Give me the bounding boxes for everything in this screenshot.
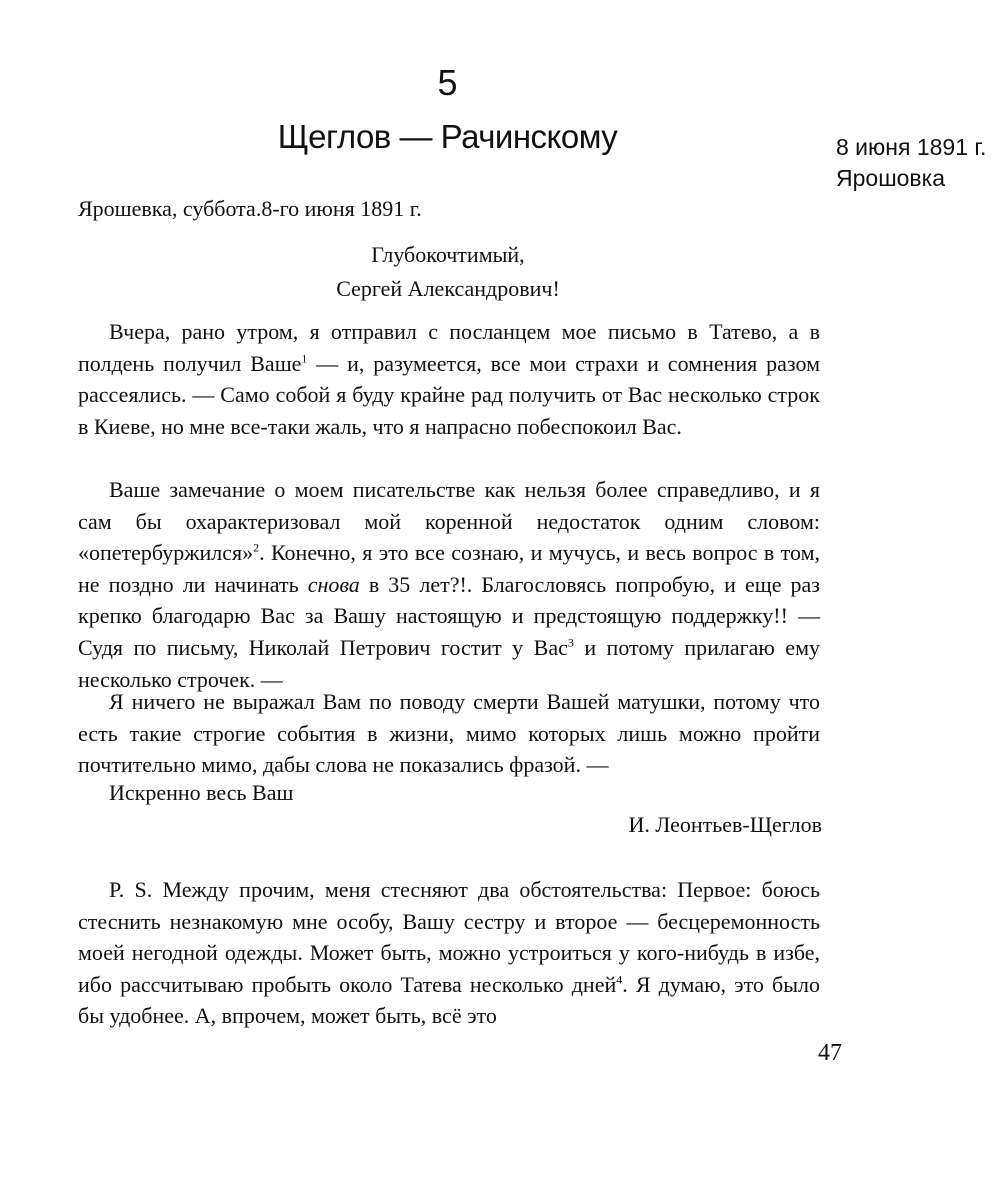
paragraph-3: Я ничего не выражал Вам по поводу смерти Вашей матушки, потому что есть такие строгие события в жизни, мимо которых лишь можно пройти почтительно мимо, дабы слова не показались фразой. — bbox=[78, 689, 820, 778]
paragraph-2: Ваше замечание о моем писательстве как нельзя более справедливо, и я сам бы охарактеризовал мой коренной недостаток одним словом: «опетербуржился»$^2$. Конечно, я это все сознаю, и мучусь, и весь вопрос в том, не поздно ли начинать снова в 35 лет?!. Благословясь попробую, и еще раз крепко благодарю Вас за Вашу настоящую и предстоящую поддержку!! — Судя по письму, Николай Петрович гостит у Вас$^3$ и потому прилагаю ему несколько строчек. — bbox=[78, 477, 820, 692]
closing: Искренно весь Ваш bbox=[109, 780, 294, 805]
footnote-ref-2: 2 bbox=[253, 540, 260, 555]
chapter-number: 5 bbox=[437, 62, 458, 103]
letter-place-date: Ярошевка, суббота.8-го июня 1891 г. bbox=[78, 196, 422, 221]
salutation-line-1: Глубокочтимый, bbox=[371, 242, 525, 267]
footnote-ref-4: 4 bbox=[616, 972, 623, 987]
footnote-ref-1: 1 bbox=[301, 351, 308, 366]
side-note bbox=[836, 132, 986, 194]
paragraph-1: Вчера, рано утром, я отправил с посланцем мое письмо в Татево, а в полдень получил Ваше$^1$ — и, разумеется, все мои страхи и сомнения разом рассеялись. — Само собой я буду крайне рад получить от Вас несколько строк в Киеве, но мне все-таки жаль, что я напрасно побеспокоил Вас. bbox=[78, 319, 820, 439]
footnote-ref-3: 3 bbox=[567, 635, 574, 650]
postscript: P. S. Между прочим, меня стесняют два обстоятельства: Первое: боюсь стеснить незнакомую мне особу, Вашу сестру и второе — бесцеремонность моей негодной одежды. Может быть, можно устроиться у кого-нибудь в избе, ибо рассчитываю пробыть около Татева несколько дней$^4$. Я думаю, это было бы удобнее. А, впрочем, может быть, всё это bbox=[78, 877, 820, 1029]
side-note-place: Ярошовка bbox=[836, 165, 946, 191]
page-number: 47 bbox=[818, 1040, 842, 1066]
chapter-title: Щеглов — Рачинскому bbox=[277, 118, 618, 155]
salutation-line-2: Сергей Александрович! bbox=[336, 276, 560, 301]
signature: И. Леонтьев-Щеглов bbox=[628, 812, 822, 837]
side-note-date: 8 июня 1891 г. bbox=[836, 134, 987, 160]
